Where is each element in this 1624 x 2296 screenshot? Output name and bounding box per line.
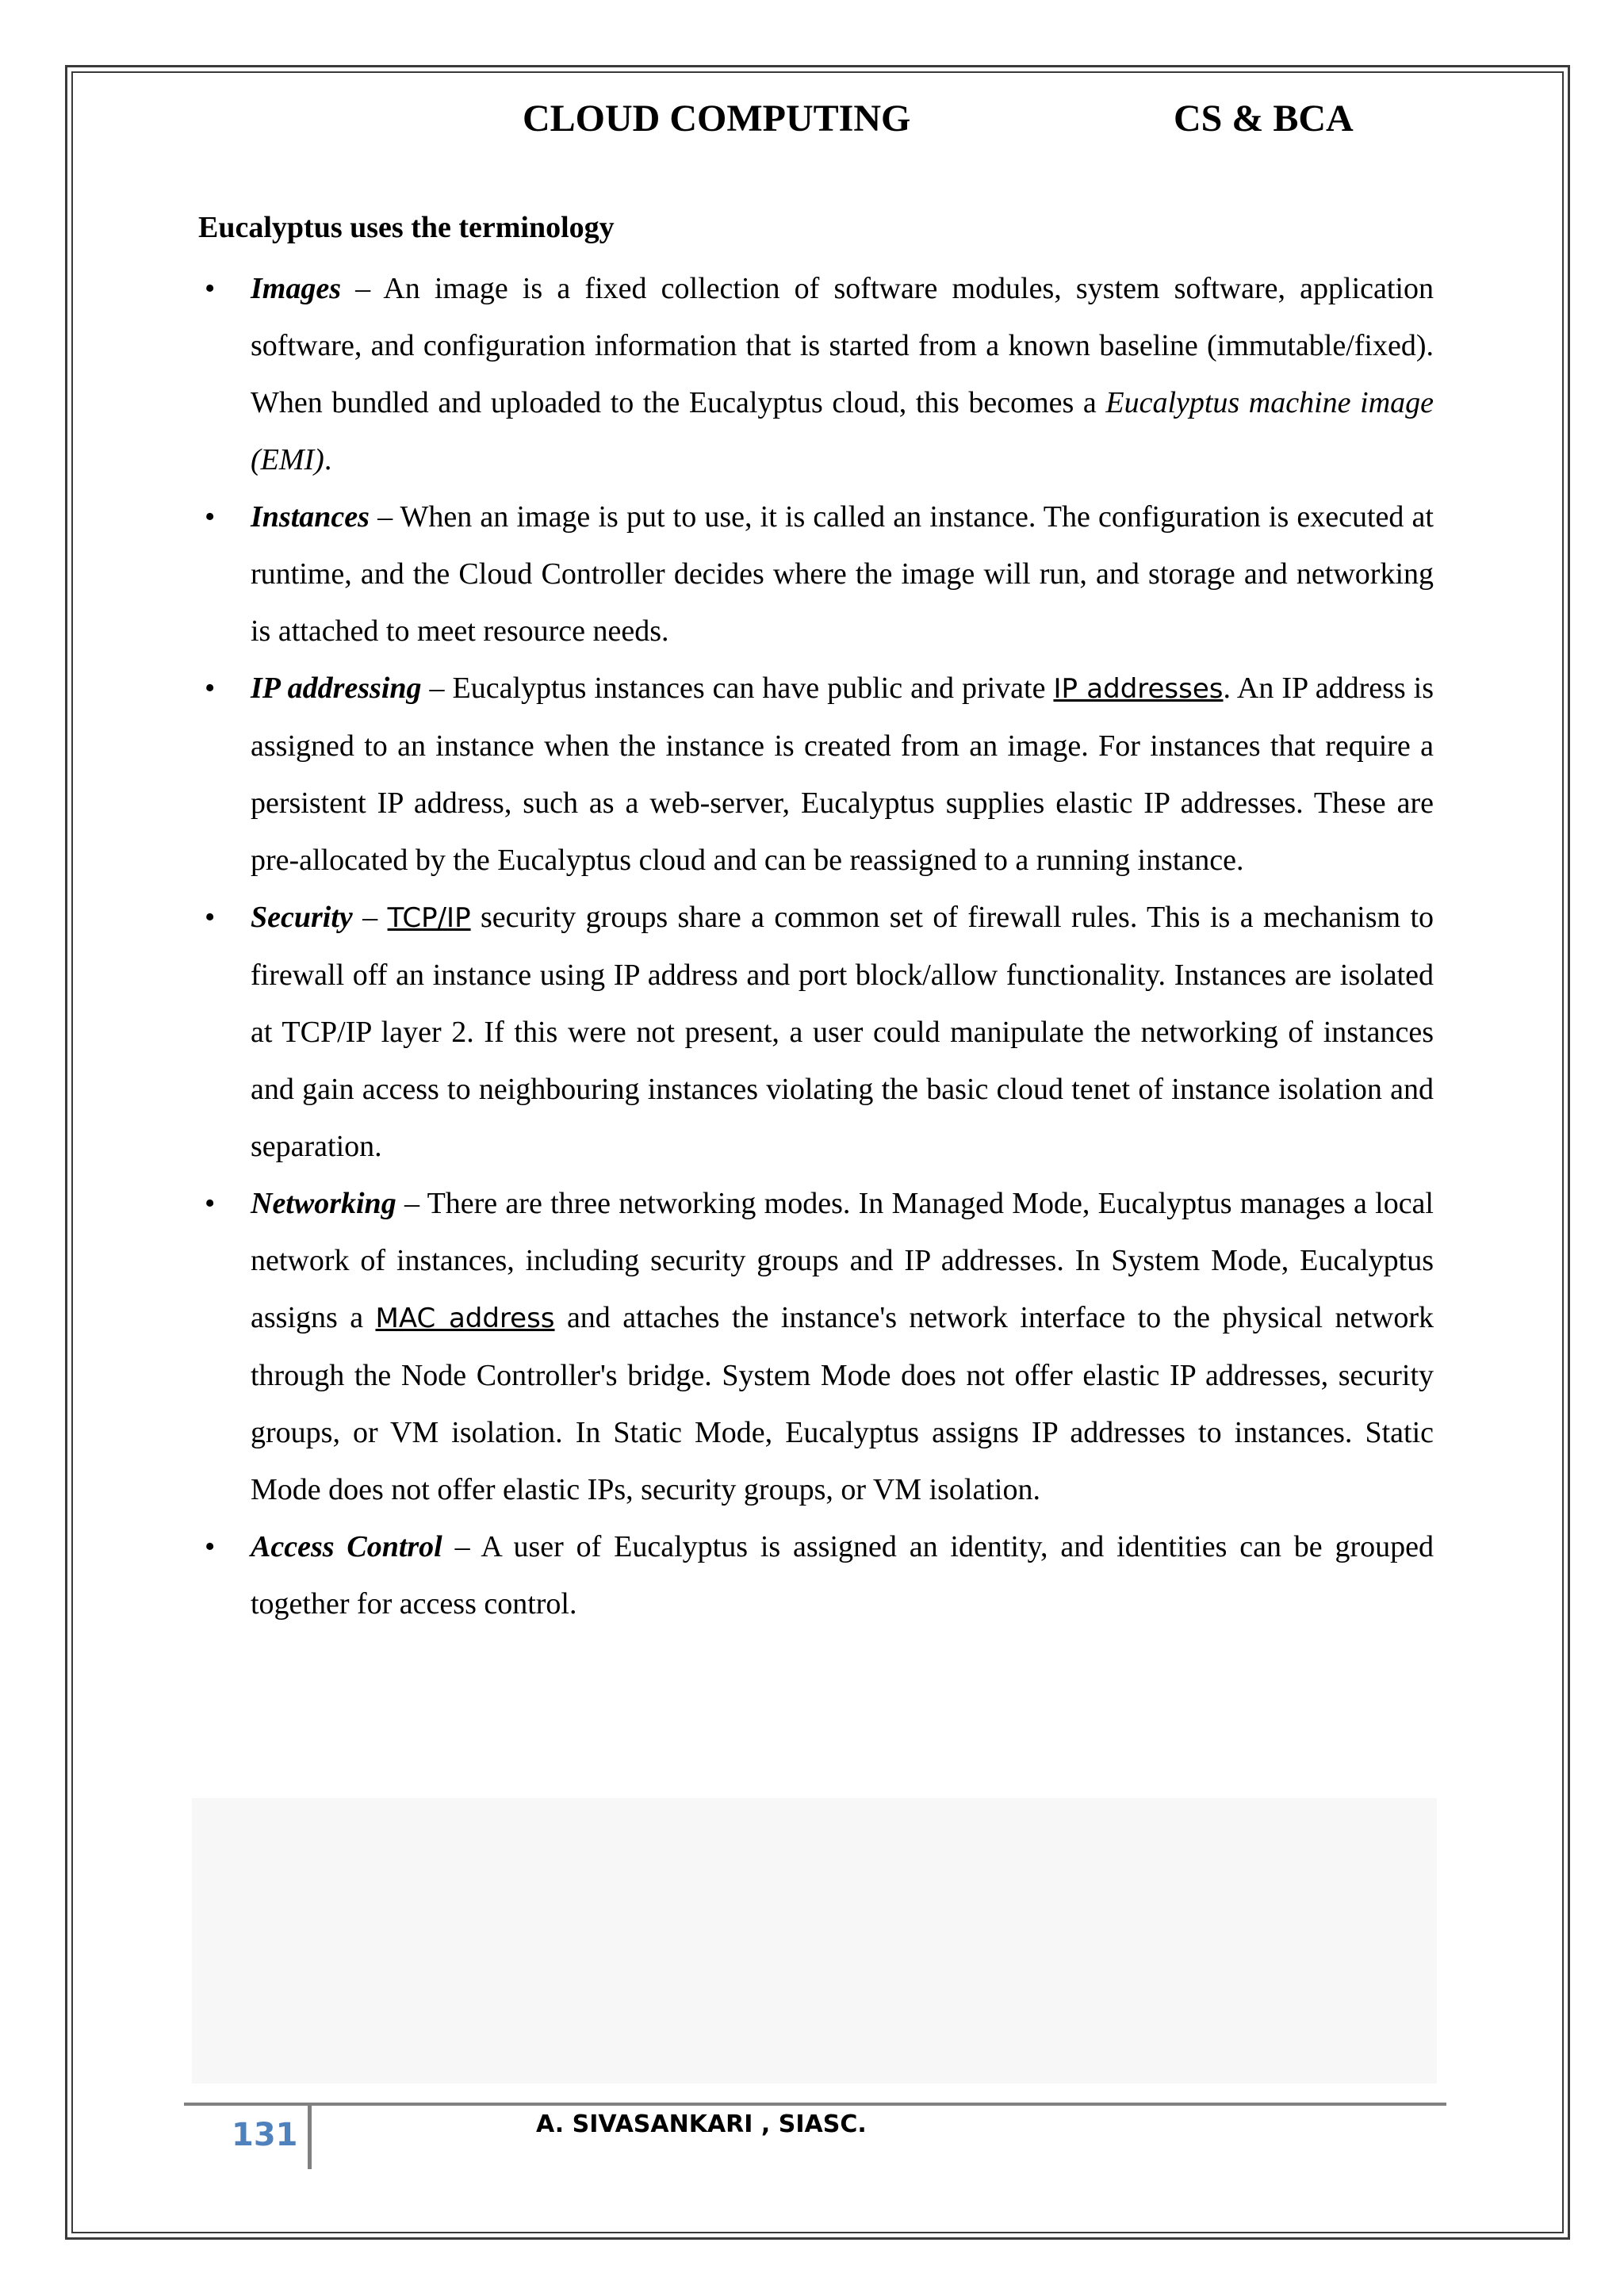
term-text-continued: and attaches the instance's network interface to the physical network through the Node Controller's bridge. System Mode does not offer elastic IP addresses, security groups, or VM isolation. In Static Mode, Eucalyptus assigns IP addresses to instances. Static Mode does not offer elastic IPs, security groups, or VM isolation. <box>251 1301 1434 1506</box>
page-header <box>0 97 1624 152</box>
term-separator: – <box>341 272 384 305</box>
term-separator: – <box>396 1187 427 1220</box>
term-separator: – <box>352 901 388 934</box>
term-text: A user of Eucalyptus is assigned an identity, and identities can be grouped together for access control. <box>251 1530 1434 1621</box>
term-separator: – <box>442 1530 481 1563</box>
term-label: Security <box>251 901 353 934</box>
term-separator: – <box>369 500 400 534</box>
term-label: Instances <box>251 500 370 534</box>
list-item-images <box>198 260 1434 488</box>
header-title: CLOUD COMPUTING <box>523 98 911 140</box>
section-heading: Eucalyptus uses the terminology <box>198 211 615 244</box>
tcp-ip-link[interactable]: TCP/IP <box>387 902 471 934</box>
term-text: There are three networking modes. In Managed Mode, Eucalyptus manages a local network of instances, including security groups and IP addresses. In System Mode, Eucalyptus assigns a <box>251 1187 1434 1334</box>
footer-author: A. SIVASANKARI , SIASC. <box>536 2110 867 2138</box>
list-item-networking <box>198 1175 1434 1518</box>
footer-divider <box>308 2106 312 2169</box>
ip-addresses-link[interactable]: IP addresses <box>1053 673 1224 705</box>
footer-rule <box>184 2103 1446 2106</box>
terminology-list <box>198 260 1434 1632</box>
term-text: When an image is put to use, it is called an instance. The configuration is executed at runtime, and the Cloud Controller decides where the image will run, and storage and networking is attached to meet resource needs. <box>251 500 1434 648</box>
term-label: Networking <box>251 1187 396 1220</box>
term-separator: – <box>421 672 453 705</box>
term-label: Images <box>251 272 341 305</box>
list-item-instances <box>198 488 1434 660</box>
mac-address-link[interactable]: MAC address <box>375 1303 555 1334</box>
list-item-ip-addressing <box>198 660 1434 889</box>
list-item-security <box>198 889 1434 1175</box>
term-text: Eucalyptus instances can have public and private <box>452 672 1054 705</box>
header-course: CS & BCA <box>1174 98 1354 140</box>
page-number: 131 <box>232 2117 298 2153</box>
term-label: IP addressing <box>251 672 422 705</box>
term-label: Access Control <box>251 1530 442 1563</box>
term-text-continued: . An IP address is assigned to an instance when the instance is created from an image. For instances that require a persistent IP address, such as a web-server, Eucalyptus supplies elastic IP addresses. These are pre-allocated by the Eucalyptus cloud and can be reassigned to a running instance. <box>251 672 1434 877</box>
term-text-end: . <box>324 443 332 476</box>
blank-figure-area <box>192 1798 1437 2084</box>
list-item-access-control <box>198 1518 1434 1632</box>
term-text: An image is a fixed collection of software modules, system software, application software, and configuration information that is started from a known baseline (immutable/fixed). When bundled and uploaded to the Eucalyptus cloud, this becomes a <box>251 272 1434 419</box>
term-text-continued: security groups share a common set of firewall rules. This is a mechanism to firewall off an instance using IP address and port block/allow functionality. Instances are isolated at TCP/IP layer 2. If this were not present, a user could manipulate the networking of instances and gain access to neighbouring instances violating the basic cloud tenet of instance isolation and separation. <box>251 901 1434 1163</box>
term-italic-text: Eucalyptus machine image (EMI) <box>251 386 1434 476</box>
main-content <box>198 205 1434 1632</box>
